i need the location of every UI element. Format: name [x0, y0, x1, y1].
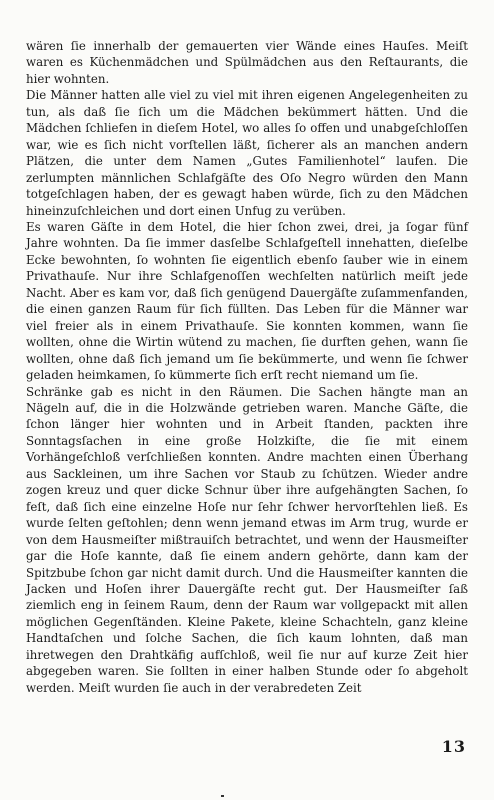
paragraph-2: Die Männer hatten alle viel zu viel mit ihren eigenen Angelegenheiten zu tun, als daß ſie ſich um die Mädchen bekümmert hätten. Und die Mädchen ſchliefen in dieſem Hotel, wo alles ſo offen und unabgeſchloſſen war, wie es ſich nicht vorſtellen läßt, ſicherer als an manchen andern Plätzen, die unter dem Namen „Gutes Familienhotel“ laufen. Die zerlumpten männlichen Schlafgäſte des Oſo Negro würden den Mann totgeſchlagen haben, der es gewagt haben würde, ſich zu den Mädchen hineinzuſchleichen und dort einen Unfug zu verüben. — [26, 88, 468, 218]
paragraph-3: Es waren Gäſte in dem Hotel, die hier ſchon zwei, drei, ja ſogar fünf Jahre wohnten. Da ſie immer dasſelbe Schlafgeſtell innehatten, dieſelbe Ecke bewohnten, ſo wohnten ſie eigentlich ebenſo ſauber wie in einem Privathauſe. Nur ihre Schlafgenoſſen wechſelten natürlich meiſt jede Nacht. Aber es kam vor, daß ſich genügend Dauergäſte zuſammenfanden, die einen ganzen Raum für ſich füllten. Das Leben für die Männer war viel freier als in einem Privathauſe. Sie konnten kommen, wann ſie wollten, ohne die Wirtin wütend zu machen, ſie durften gehen, wann ſie wollten, ohne daß ſich jemand um ſie bekümmerte, und wenn ſie ſchwer geladen heimkamen, ſo kümmerte ſich erſt recht niemand um ſie. — [26, 219, 468, 383]
body-text — [26, 38, 468, 696]
paragraph-4: Schränke gab es nicht in den Räumen. Die Sachen hängte man an Nägeln auf, die in die Holzwände getrieben waren. Manche Gäſte, die ſchon länger hier wohnten und in Arbeit ſtanden, packten ihre Sonntagsſachen in eine große Holzkiſte, die ſie mit einem Vorhängeſchloß verſchließen konnten. Andre machten einen Überhang aus Sackleinen, um ihre Sachen vor Staub zu ſchützen. Wieder andre zogen kreuz und quer dicke Schnur über ihre aufgehängten Sachen, ſo feſt, daß ſich eine einzelne Hoſe nur ſehr ſchwer hervorſtehlen ließ. Es wurde ſelten geſtohlen; denn wenn jemand etwas im Arm trug, wurde er von dem Hausmeiſter mißtrauiſch betrachtet, und wenn der Hausmeiſter gar die Hoſe kannte, daß ſie einem andern gehörte, dann kam der Spitzbube ſchon gar nicht damit durch. Und die Hausmeiſter kannten die Jacken und Hoſen ihrer Dauergäſte recht gut. Der Hausmeiſter ſaß ziemlich eng in ſeinem Raum, denn der Raum war vollgepackt mit allen möglichen Gegenſtänden. Kleine Pakete, kleine Schachteln, ganz kleine Handtaſchen und ſolche Sachen, die ſich kaum lohnten, daß man ihretwegen den Drahtkäfig aufſchloß, weil ſie nur auf kurze Zeit hier abgegeben waren. Sie ſollten in einer halben Stunde oder ſo abgeholt werden. Meiſt wurden ſie auch in der verabredeten Zeit — [26, 384, 468, 695]
paragraph-1: wären ſie innerhalb der gemauerten vier Wände eines Hauſes. Meiſt waren es Küchenmädchen und Spülmädchen aus den Reſtaurants, die hier wohnten. — [26, 39, 468, 86]
print-mark — [221, 795, 224, 797]
page-number: 13 — [441, 737, 466, 756]
